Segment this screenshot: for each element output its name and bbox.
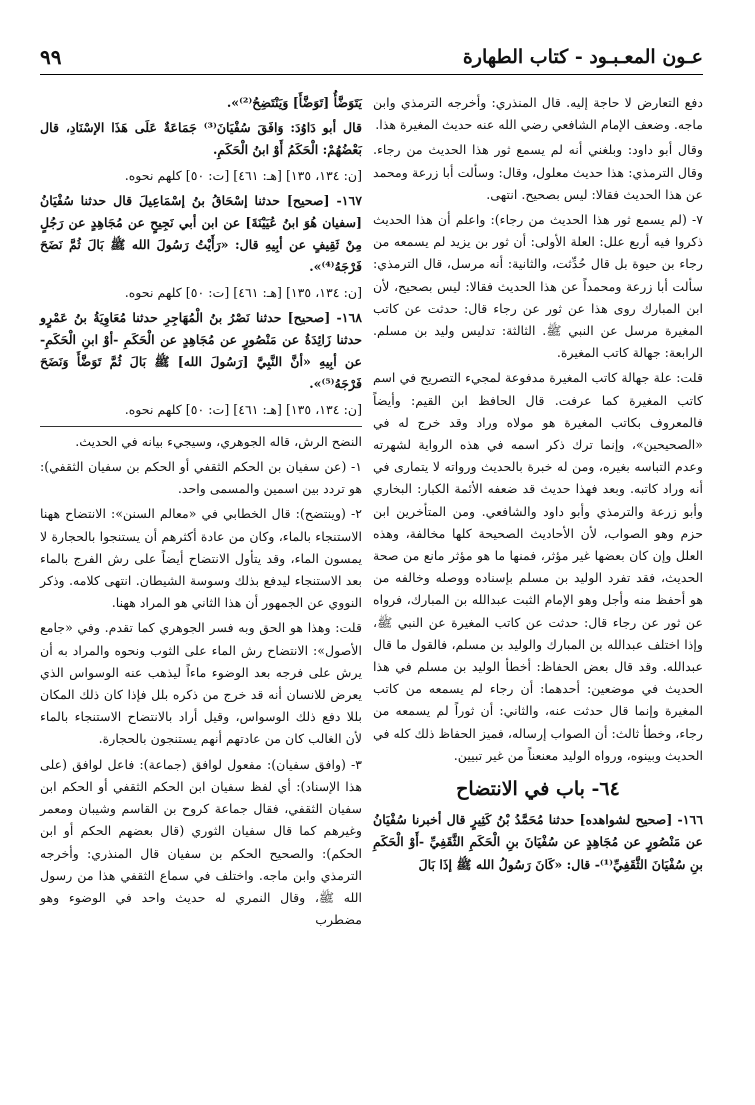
commentary-paragraph: وقال أبو داود: وبلغني أنه لم يسمع ثور هذا الحديث من رجاء. وقال الترمذي: هذا حديث معلول، وقال: وسألت أبا زرعة ومحمد عن هذا الحديث فقالا: ليس بصحيح. انتهى. [373, 142, 703, 202]
commentary-paragraph: ١- (عن سفيان بن الحكم الثقفي أو الحكم بن سفيان الثقفي): هو تردد بين اسمين والمسمى واحد. [40, 459, 362, 497]
reference-line: [ن: ١٣٤، ١٣٥] [هـ: ٤٦١] [ت: ٥٠] كلهم نحوه. [124, 401, 362, 417]
reference-line: [ن: ١٣٤، ١٣٥] [هـ: ٤٦١] [ت: ٥٠] كلهم نحوه. [124, 284, 362, 300]
commentary-paragraph: قلت: علة جهالة كاتب المغيرة مدفوعة لمجيء التصريح في اسم كاتب المغيرة كما عرفت. قال الحافظ ابن القيم: وأيضاً فالمعروف بكاتب المغيرة هو مولاه وراد وقد خرج له في «الصحيحين»، وإنما ترك ذكر اسمه في هذه الرواية لشهرته وعدم التباسه بغيره، ومن له خبرة بالحديث ورواته لا يتمارى في أنه وراد كاتبه. وبعد فهذا حديث قد ضعفه الأئمة الكبار: البخاري وأبو زرعة والترمذي وأبو داود والشافعي. ومن المتأخرين ابن حزم وهو الصواب، لأن الأحاديث الصحيحة كلها مخالفة، وهذه العلل وإن كان بعضها غير مؤثر، فمنها ما هو مؤثر مانع من صحة الحديث، فقد تفرد الوليد بن مسلم بإسناده ووصله وخالفه من هو أحفظ منه وأجل وهو الإمام الثبت عبدالله بن المبارك، فرواه عن ثور عن رجاء قال: حدثت عن كاتب المغيرة عن النبي ﷺ، وإذا اختلف عبدالله بن المبارك والوليد بن مسلم، فالقول ما قال عبدالله. وقد قال بعض الحفاظ: أخطأ الوليد بن مسلم في هذا الحديث في موضعين: أحدهما: أن رجاء لم يسمعه من كاتب المغيرة وإنما قال حدثت عنه، والثاني: أن ثوراً لم يسمعه من رجاء، وخطأ ثالث: أن الصواب إرساله، فميز الحفاظ ذلك كله في الحديث وبينوه، ورواه الوليد معنعناً من غير تبيين. [373, 370, 703, 763]
hadith-text: ١٦٨- [صحيح] حدثنا نَصْرُ بنُ الْمُهَاجِرِ حدثنا مُعَاوِيَةُ بنُ عَمْرٍو حدثنا زَائِدَةُ عن مَنْصُورٍ عن مُجَاهِدٍ عن الْحَكَمِ -أوْ ابنِ الْحَكَمِ- عن أبِيهِ «أنَّ النَّبِيَّ [رَسُولَ الله] ﷺ بَالَ ثُمَّ تَوَضَّأَ وَنَضَحَ فَرْجَهُ⁽⁵⁾». [40, 309, 362, 392]
hadith-text: يَتَوَضَّأُ [تَوَضَّأَ] وَيَنْتَضِحُ⁽²⁾». [226, 95, 362, 110]
hadith-text: قال أبو دَاوُدَ: وَافَقَ سُفْيَانَ⁽³⁾ جَمَاعَةٌ عَلَى هَذَا الإسْنَادِ، قال بَعْضُهُمْ: الْحَكَمُ أَوْ ابنُ الْحَكَمِ. [40, 120, 362, 158]
commentary-paragraph: ٢- (وينتضح): قال الخطابي في «معالم السنن»: الانتضاح ههنا الاستنجاء بالماء، وكان من عادة أكثرهم أن يستنجوا بالحجارة لا يمسون الماء، وقد يتأول الانتضاح أيضاً على رش الفرج بالماء بعد الاستنجاء ليدفع بذلك وسوسة الشيطان. انتهى كلامه. وذكر النووي عن الجمهور أن هذا الثاني هو المراد ههنا. [40, 506, 362, 611]
commentary-paragraph: النضح الرش، قاله الجوهري، وسيجيء بيانه في الحديث. [75, 433, 362, 449]
header-rule [40, 74, 703, 75]
commentary-paragraph: دفع التعارض لا حاجة إليه. قال المنذري: وأخرجه الترمذي وابن ماجه. وضعف الإمام الشافعي رضي الله عنه حديث المغيرة هذا. [373, 95, 703, 133]
commentary-paragraph: قلت: وهذا هو الحق وبه فسر الجوهري كما تقدم. وفي «جامع الأصول»: الانتضاح رش الماء على الثوب ونحوه والمراد به أن يرش على فرجه بعد الوضوء ماءاً ليذهب عنه الوسواس الذي يعرض للانسان أنه قد خرج من ذكره بلل فإذا كان ذلك المكان بللا دفع ذلك الوسواس، وقيل أراد بالانتضاح الاستنجاء بالماء لأن الغالب كان من عادتهم أنهم يستنجون بالحجارة. [40, 620, 362, 747]
running-title: عـون المعـبـود - كتاب الطهارة [462, 46, 703, 68]
commentary-paragraph: ٣- (وافق سفيان): مفعول لوافق (جماعة): فاعل لوافق (على هذا الإسناد): أي لفظ سفيان ابن الحكم الثقفي أو الحكم ابن سفيان الثقفي، فقال جماعة كروح بن القاسم وشيبان ومعمر وغيرهم كما قال سفيان الثوري (قال بعضهم الحكم أو ابن الحكم): والصحيح الحكم بن سفيان قال المنذري: وأخرجه الترمذي وابن ماجه. واختلف في سماع الثقفي هذا من رسول الله ﷺ، وقال النمري له حديث واحد في الوضوء وهو مضطرب [40, 756, 362, 928]
hadith-text: ١٦٧- [صحيح] حدثنا إسْحَاقُ بنُ إسْمَاعِيلَ قال حدثنا سُفْيَانُ [سفيان هُوَ ابنُ عُيَيْنَةَ] عن ابن أبي نَجِيحٍ عن مُجَاهِدٍ عن رَجُلٍ مِنْ ثَقِيفٍ عن أبِيهِ قال: «رَأَيْتُ رَسُولَ الله ﷺ بَالَ ثُمَّ نَضَحَ فَرْجَهُ⁽⁴⁾». [40, 192, 362, 275]
hadith-text: ١٦٦- [صحيح لشواهده] حدثنا مُحَمَّدُ بْنُ كَثِيرٍ قال أخبرنا سُفْيَانُ عن مَنْصُورٍ عن مُجَاهِدٍ عن سُفْيَانَ بنِ الْحَكَمِ الثَّقَفِيِّ -أَوْ الْحَكَمِ بنِ سُفْيَانَ الثَّقَفِيِّ⁽¹⁾- قال: «كَانَ رَسُولُ الله ﷺ إذَا بَالَ [373, 812, 703, 872]
page-number: ٩٩ [40, 45, 62, 69]
chapter-heading: ٦٤- باب في الانتضاح [456, 778, 620, 801]
commentary-paragraph: ٧- (لم يسمع ثور هذا الحديث من رجاء): واعلم أن هذا الحديث ذكروا فيه أربع علل: العلة الأولى: أن ثور بن يزيد لم يسمعه من رجاء بن حيوة بل قال حُدِّثت، والثانية: أنه مرسل، قال الترمذي: سألت أبا زرعة ومحمداً عن هذا الحديث فقالا: ليس بصحيح، لأن ابن المبارك روى هذا عن ثور عن رجاء قال: حدثت عن كاتب المغيرة مرسل عن النبي ﷺ. الثالثة: تدليس وليد بن مسلم. الرابعة: جهالة كاتب المغيرة. [373, 212, 703, 361]
right-column [373, 92, 703, 879]
reference-line: [ن: ١٣٤، ١٣٥] [هـ: ٤٦١] [ت: ٥٠] كلهم نحوه. [124, 167, 362, 183]
footnote-divider [40, 426, 362, 427]
left-column [40, 92, 362, 934]
page-header [40, 44, 703, 70]
